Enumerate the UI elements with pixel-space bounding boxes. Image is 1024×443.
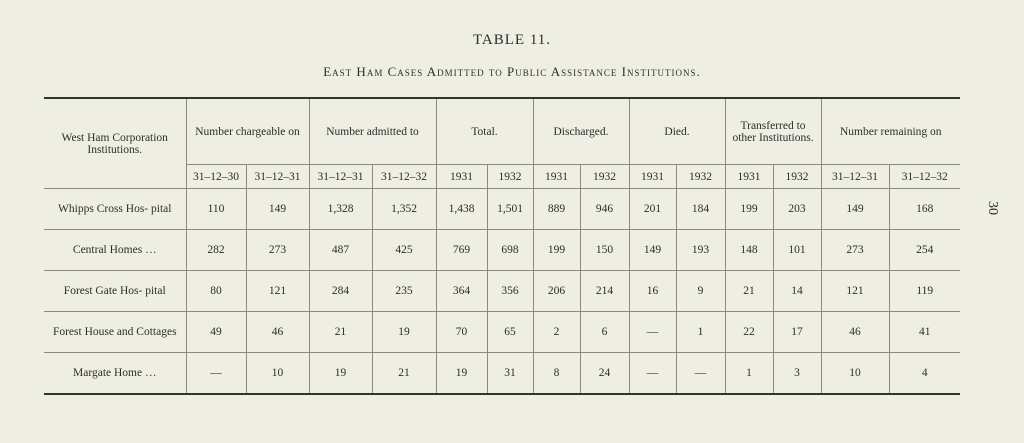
cell: 21 xyxy=(372,353,436,395)
cell: — xyxy=(676,353,725,395)
subcol-header: 31–12–32 xyxy=(372,165,436,189)
cell: 10 xyxy=(246,353,309,395)
cell: 22 xyxy=(725,312,773,353)
cell: 31 xyxy=(487,353,533,395)
subcol-header: 1931 xyxy=(629,165,676,189)
cell: 273 xyxy=(821,230,889,271)
cell: 1 xyxy=(725,353,773,395)
cell: 8 xyxy=(533,353,580,395)
cell: — xyxy=(629,353,676,395)
group-header-total: Total. xyxy=(436,98,533,165)
subcol-header: 1932 xyxy=(676,165,725,189)
cell: 199 xyxy=(725,189,773,230)
table-row xyxy=(44,271,960,312)
cell: 149 xyxy=(629,230,676,271)
row-label: Forest Gate Hos- pital xyxy=(44,271,186,312)
cell: 3 xyxy=(773,353,821,395)
subcol-header: 1931 xyxy=(436,165,487,189)
cell: 148 xyxy=(725,230,773,271)
cell: 1,501 xyxy=(487,189,533,230)
cell: 19 xyxy=(309,353,372,395)
subcol-header: 1932 xyxy=(773,165,821,189)
cell: 284 xyxy=(309,271,372,312)
cell: 10 xyxy=(821,353,889,395)
cell: 487 xyxy=(309,230,372,271)
cell: 1,352 xyxy=(372,189,436,230)
cell: 46 xyxy=(821,312,889,353)
cell: 214 xyxy=(580,271,629,312)
cell: 769 xyxy=(436,230,487,271)
subcol-header: 1931 xyxy=(533,165,580,189)
cell: 193 xyxy=(676,230,725,271)
group-header-chargeable: Number chargeable on xyxy=(186,98,309,165)
cell: 121 xyxy=(246,271,309,312)
header-row-groups xyxy=(44,98,960,165)
cell: 17 xyxy=(773,312,821,353)
cell: 946 xyxy=(580,189,629,230)
group-header-transferred: Transferred to other Institutions. xyxy=(725,98,821,165)
cell: — xyxy=(186,353,246,395)
cell: 1,328 xyxy=(309,189,372,230)
institutions-table xyxy=(44,97,960,395)
table-title: TABLE 11. xyxy=(472,32,552,48)
cell: 14 xyxy=(773,271,821,312)
cell: 24 xyxy=(580,353,629,395)
cell: 101 xyxy=(773,230,821,271)
cell: 1 xyxy=(676,312,725,353)
cell: 184 xyxy=(676,189,725,230)
cell: 282 xyxy=(186,230,246,271)
row-label: Central Homes … xyxy=(44,230,186,271)
cell: 41 xyxy=(889,312,960,353)
cell: 149 xyxy=(821,189,889,230)
subcol-header: 1931 xyxy=(725,165,773,189)
cell: 70 xyxy=(436,312,487,353)
cell: 19 xyxy=(372,312,436,353)
cell: 356 xyxy=(487,271,533,312)
cell: 2 xyxy=(533,312,580,353)
cell: 21 xyxy=(725,271,773,312)
cell: 425 xyxy=(372,230,436,271)
table-row xyxy=(44,230,960,271)
cell: 65 xyxy=(487,312,533,353)
cell: 254 xyxy=(889,230,960,271)
cell: 121 xyxy=(821,271,889,312)
subcol-header: 1932 xyxy=(580,165,629,189)
table-row xyxy=(44,189,960,230)
row-label: Forest House and Cottages xyxy=(44,312,186,353)
subcol-header: 31–12–31 xyxy=(309,165,372,189)
subcol-header: 31–12–32 xyxy=(889,165,960,189)
cell: 235 xyxy=(372,271,436,312)
institutions-header: West Ham Corporation Institutions. xyxy=(44,98,186,189)
cell: 150 xyxy=(580,230,629,271)
cell: 19 xyxy=(436,353,487,395)
row-label: Margate Home … xyxy=(44,353,186,395)
group-header-admitted: Number admitted to xyxy=(309,98,436,165)
cell: 119 xyxy=(889,271,960,312)
cell: 889 xyxy=(533,189,580,230)
subcol-header: 31–12–30 xyxy=(186,165,246,189)
cell: 16 xyxy=(629,271,676,312)
cell: 9 xyxy=(676,271,725,312)
table-row xyxy=(44,312,960,353)
cell: 364 xyxy=(436,271,487,312)
cell: 80 xyxy=(186,271,246,312)
group-header-discharged: Discharged. xyxy=(533,98,629,165)
table-row xyxy=(44,353,960,395)
cell: 6 xyxy=(580,312,629,353)
cell: 1,438 xyxy=(436,189,487,230)
group-header-remaining: Number remaining on xyxy=(821,98,960,165)
subcol-header: 1932 xyxy=(487,165,533,189)
subcol-header: 31–12–31 xyxy=(246,165,309,189)
cell: 273 xyxy=(246,230,309,271)
cell: 698 xyxy=(487,230,533,271)
page-number: 30 xyxy=(985,201,1000,215)
cell: 110 xyxy=(186,189,246,230)
cell: 201 xyxy=(629,189,676,230)
subcol-header: 31–12–31 xyxy=(821,165,889,189)
cell: 21 xyxy=(309,312,372,353)
cell: 149 xyxy=(246,189,309,230)
row-label: Whipps Cross Hos- pital xyxy=(44,189,186,230)
cell: 46 xyxy=(246,312,309,353)
group-header-died: Died. xyxy=(629,98,725,165)
cell: — xyxy=(629,312,676,353)
cell: 49 xyxy=(186,312,246,353)
table-subtitle: East Ham Cases Admitted to Public Assistance Institutions. xyxy=(323,64,701,79)
cell: 206 xyxy=(533,271,580,312)
cell: 168 xyxy=(889,189,960,230)
cell: 4 xyxy=(921,367,928,379)
cell: 203 xyxy=(773,189,821,230)
cell: 199 xyxy=(533,230,580,271)
